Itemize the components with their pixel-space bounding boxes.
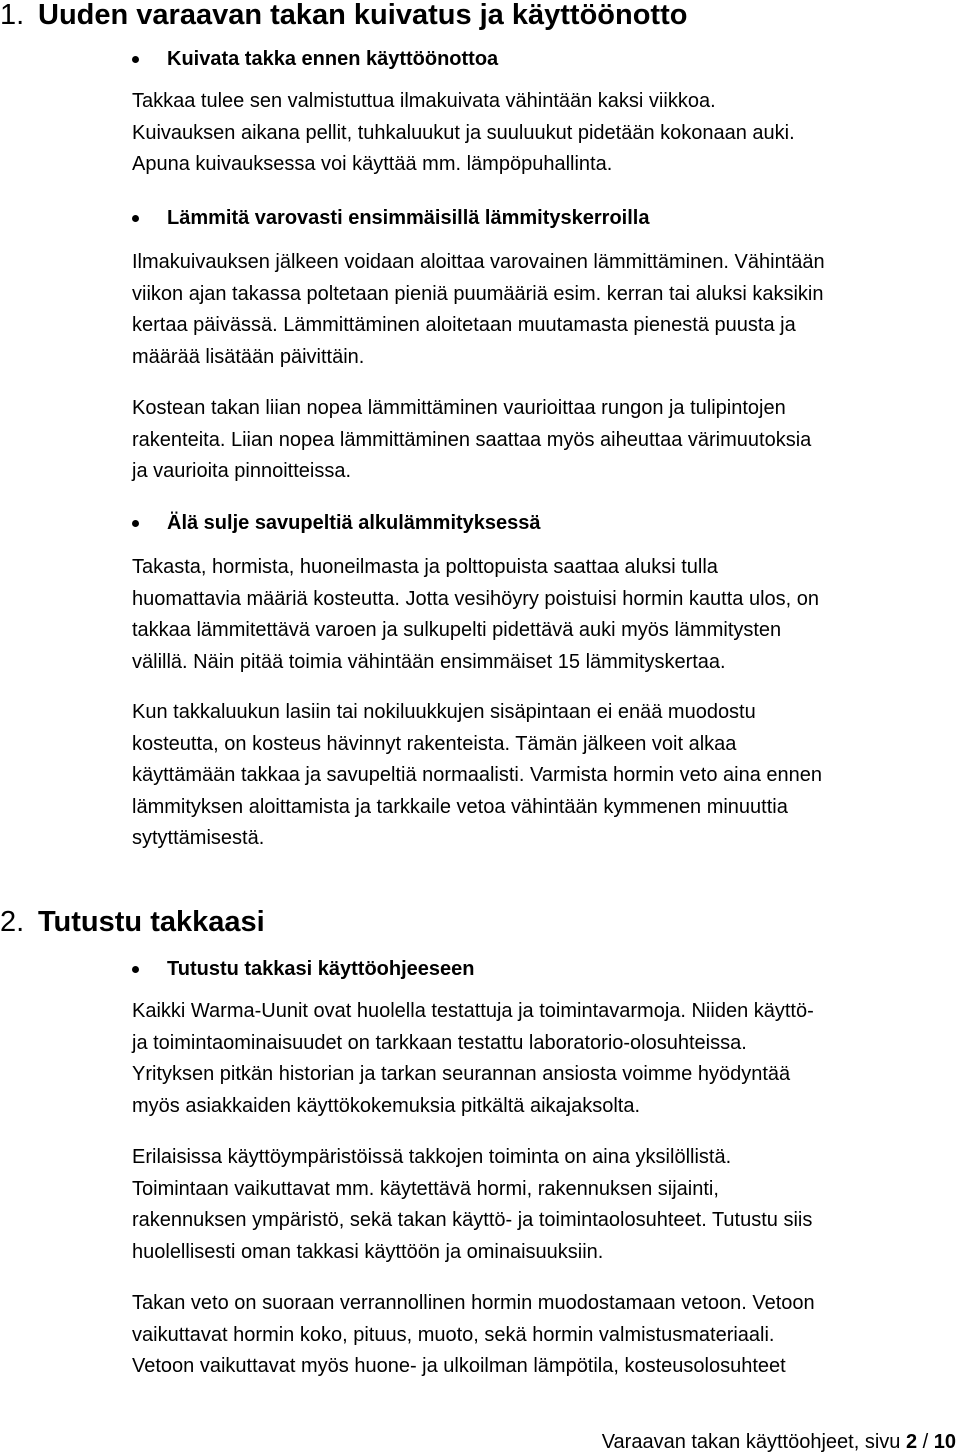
paragraph [132,247,960,373]
paragraph-line: määrää lisätään päivittäin. [132,345,365,368]
section-heading-2 [0,905,265,939]
paragraph-line: kosteutta, on kosteus hävinnyt rakenteista. Tämän jälkeen voit alkaa [132,732,737,755]
paragraph [132,1142,960,1268]
paragraph-line: rakennuksen ympäristö, sekä takan käyttö- ja toimintaolosuhteet. Tutustu siis [132,1209,813,1231]
page-footer [602,1429,956,1455]
paragraph-line: kertaa päivässä. Lämmittäminen aloitetaan muutamasta pienestä puusta ja [132,314,796,336]
paragraph [132,86,960,181]
bullet-icon [132,520,139,527]
paragraph-line: käyttämään takkaa ja savupeltiä normaalisti. Varmista hormin veto aina ennen [132,764,822,786]
paragraph-line: välillä. Näin pitää toimia vähintään ensimmäiset 15 lämmityskertaa. [132,650,726,673]
paragraph [132,996,960,1122]
bullet-heading-text: Tutustu takkasi käyttöohjeeseen [167,958,475,980]
paragraph-line: vaikuttavat hormin koko, pituus, muoto, sekä hormin valmistusmateriaali. [132,1323,775,1346]
paragraph-line: lämmityksen aloittamista ja tarkkaile vetoa vähintään kymmenen minuuttia [132,795,788,818]
footer-page-total: 10 [933,1431,956,1453]
paragraph [132,1288,960,1383]
section-title: Tutustu takkaasi [38,906,265,938]
paragraph-line: myös asiakkaiden käyttökokemuksia pitkältä aikajaksolta. [132,1094,641,1117]
paragraph-line: ja vaurioita pinnoitteissa. [132,460,352,482]
paragraph-line: ja toimintaominaisuudet on tarkkaan testattu laboratorio-olosuhteissa. [132,1031,747,1054]
paragraph-line: Kaikki Warma-Uunit ovat huolella testattuja ja toimintavarmoja. Niiden käyttö- [132,1000,814,1022]
paragraph [132,697,960,855]
bullet-icon [132,966,139,973]
paragraph-line: Kuivauksen aikana pellit, tuhkaluukut ja suuluukut pidetään kokonaan auki. [132,121,795,144]
paragraph-line: rakenteita. Liian nopea lämmittäminen saattaa myös aiheuttaa värimuutoksia [132,428,812,451]
paragraph-line: sytyttämisestä. [132,827,265,849]
paragraph-line: Yrityksen pitkän historian ja tarkan seurannan ansiosta voimme hyödyntää [132,1063,791,1085]
paragraph [132,393,960,488]
paragraph-line: Ilmakuivauksen jälkeen voidaan aloittaa varovainen lämmittäminen. Vähintään [132,251,825,273]
paragraph-line: Kostean takan liian nopea lämmittäminen vaurioittaa rungon ja tulipintojen [132,397,786,419]
bullet-icon [132,215,139,222]
section-heading-1 [0,0,687,32]
paragraph-line: Vetoon vaikuttavat myös huone- ja ulkoilman lämpötila, kosteusolosuhteet [132,1355,786,1377]
section-number: 2. [0,906,25,938]
paragraph-line: Takan veto on suoraan verrannollinen hormin muodostamaan vetoon. Vetoon [132,1292,815,1314]
bullet-heading-text: Älä sulje savupeltiä alkulämmityksessä [167,512,541,534]
paragraph-line: Takkaa tulee sen valmistuttua ilmakuivata vähintään kaksi viikkoa. [132,90,716,112]
section-number: 1. [0,0,25,31]
paragraph-line: takkaa lämmitettävä varoen ja sulkupelti pidettävä auki myös lämmitysten [132,619,782,641]
paragraph-line: Erilaisissa käyttöympäristöissä takkojen toiminta on aina yksilöllistä. [132,1146,732,1168]
paragraph-line: huolellisesti oman takkasi käyttöön ja ominaisuuksiin. [132,1240,604,1263]
paragraph-line: huomattavia määriä kosteutta. Jotta vesihöyry poistuisi hormin kautta ulos, on [132,587,820,610]
footer-separator: / [917,1431,934,1453]
footer-page-number: 2 [905,1431,918,1453]
paragraph-line: Kun takkaluukun lasiin tai nokiluukkujen sisäpintaan ei enää muodostu [132,701,756,723]
bullet-icon [132,56,139,63]
paragraph-line: Apuna kuivauksessa voi käyttää mm. lämpöpuhallinta. [132,153,613,175]
bullet-heading-text: Lämmitä varovasti ensimmäisillä lämmityskerroilla [167,207,650,229]
paragraph-line: Takasta, hormista, huoneilmasta ja polttopuista saattaa aluksi tulla [132,556,718,578]
paragraph-line: Toimintaan vaikuttavat mm. käytettävä hormi, rakennuksen sijainti, [132,1177,719,1200]
paragraph [132,552,960,678]
bullet-heading-text: Kuivata takka ennen käyttöönottoa [167,48,499,70]
section-title: Uuden varaavan takan kuivatus ja käyttöönotto [38,0,688,31]
paragraph-line: viikon ajan takassa poltetaan pieniä puumääriä esim. kerran tai aluksi kaksikin [132,282,824,305]
footer-text: Varaavan takan käyttöohjeet, sivu [601,1431,906,1453]
